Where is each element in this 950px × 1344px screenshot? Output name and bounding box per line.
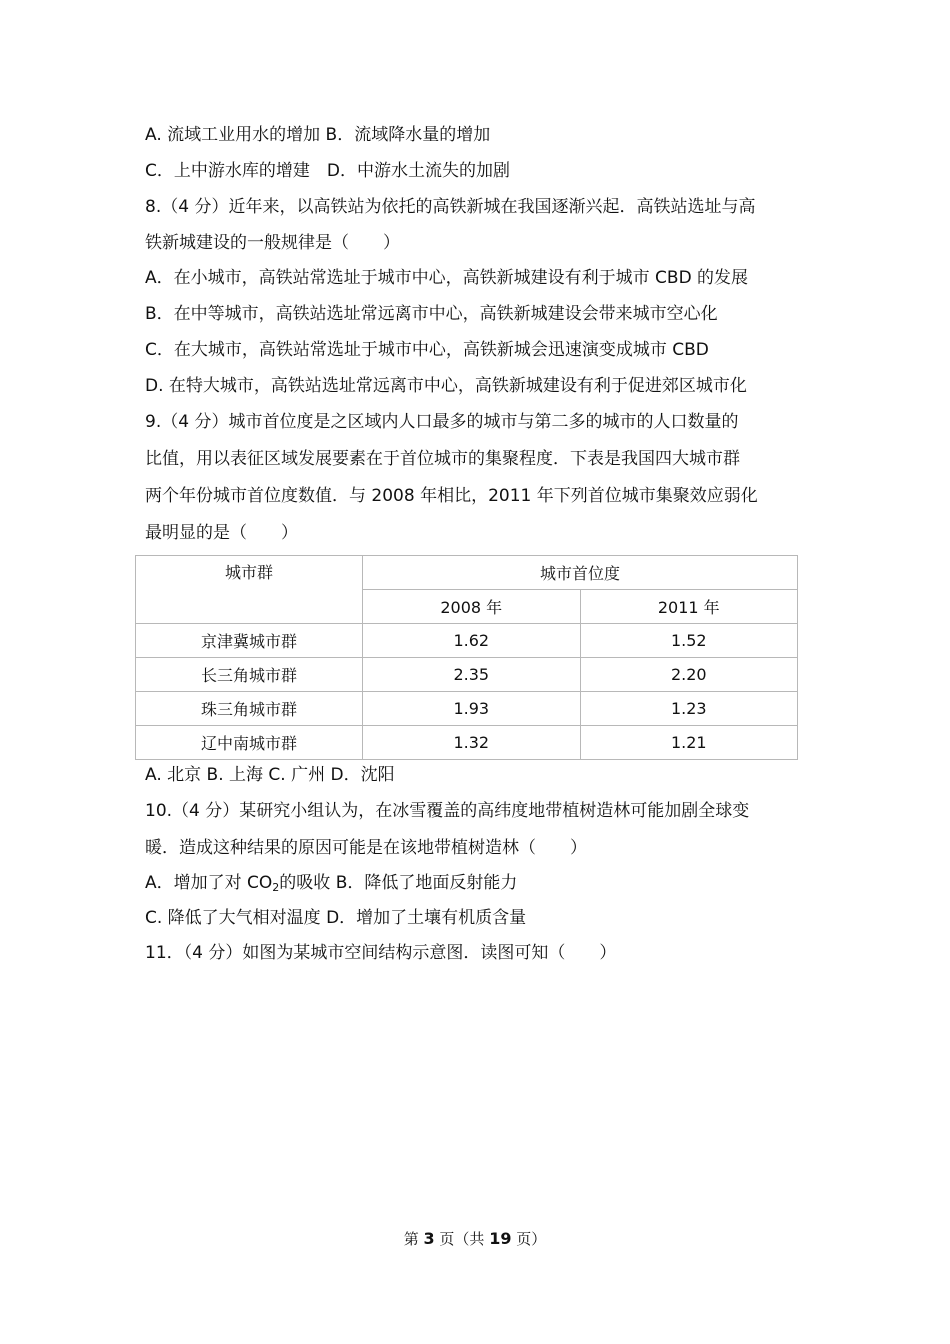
question-9-stem-3: 两个年份城市首位度数值．与 2008 年相比，2011 年下列首位城市集聚效应弱化 — [145, 486, 758, 506]
co2-subscript: 2 — [272, 881, 280, 894]
question-8-stem-1: 8.（4 分）近年来，以高铁站为依托的高铁新城在我国逐渐兴起．高铁站选址与高 — [145, 197, 756, 217]
option-b-text: 的吸收 B．降低了地面反射能力 — [279, 873, 518, 893]
question-10-option-a-b — [145, 871, 517, 900]
option-a-text: A．增加了对 CO — [145, 873, 273, 893]
page-footer — [0, 1228, 950, 1249]
table-row — [136, 624, 798, 658]
line-option-a-b-q7: A. 流域工业用水的增加 B．流域降水量的增加 — [145, 125, 491, 145]
footer-mid: 页（共 — [434, 1230, 490, 1248]
question-8-option-d: D. 在特大城市，高铁站选址常远离市中心，高铁新城建设有利于促进郊区城市化 — [145, 376, 747, 396]
footer-pre: 第 — [403, 1230, 424, 1248]
primacy-table — [135, 555, 798, 760]
question-11-stem: 11．（4 分）如图为某城市空间结构示意图．读图可知（ ） — [145, 943, 617, 963]
footer-page-number: 3 — [423, 1229, 435, 1248]
table-header-2008: 2008 年 — [363, 590, 581, 624]
table-cell-2008: 1.32 — [363, 726, 581, 760]
footer-post: 页） — [511, 1230, 547, 1248]
table-row — [136, 692, 798, 726]
table-cell-name: 辽中南城市群 — [136, 726, 363, 760]
question-9-stem-4: 最明显的是（ ） — [145, 523, 298, 543]
table-cell-2008: 1.93 — [363, 692, 581, 726]
table-cell-2011: 1.23 — [580, 692, 798, 726]
question-9-stem-2: 比值，用以表征区域发展要素在于首位城市的集聚程度．下表是我国四大城市群 — [145, 449, 740, 469]
table-cell-2011: 2.20 — [580, 658, 798, 692]
question-8-option-a: A．在小城市，高铁站常选址于城市中心，高铁新城建设有利于城市 CBD 的发展 — [145, 268, 749, 288]
table-cell-name: 京津冀城市群 — [136, 624, 363, 658]
table-cell-name: 珠三角城市群 — [136, 692, 363, 726]
question-10-stem-1: 10.（4 分）某研究小组认为，在冰雪覆盖的高纬度地带植树造林可能加剧全球变 — [145, 801, 750, 821]
footer-total-pages: 19 — [489, 1229, 512, 1248]
question-9-options: A. 北京 B. 上海 C. 广州 D．沈阳 — [145, 765, 395, 785]
question-10-stem-2: 暖．造成这种结果的原因可能是在该地带植树造林（ ） — [145, 838, 587, 858]
table-cell-2011: 1.52 — [580, 624, 798, 658]
table-header-primacy: 城市首位度 — [363, 556, 798, 590]
table-cell-2008: 1.62 — [363, 624, 581, 658]
table-header-city-group: 城市群 — [136, 556, 363, 624]
table-row — [136, 726, 798, 760]
table-cell-2008: 2.35 — [363, 658, 581, 692]
question-10-option-c-d: C. 降低了大气相对温度 D．增加了土壤有机质含量 — [145, 908, 527, 928]
table-cell-2011: 1.21 — [580, 726, 798, 760]
line-option-c-d-q7: C．上中游水库的增建 D．中游水土流失的加剧 — [145, 161, 510, 181]
question-8-option-c: C．在大城市，高铁站常选址于城市中心，高铁新城会迅速演变成城市 CBD — [145, 340, 709, 360]
question-8-option-b: B．在中等城市，高铁站选址常远离市中心，高铁新城建设会带来城市空心化 — [145, 304, 718, 324]
table-cell-name: 长三角城市群 — [136, 658, 363, 692]
question-8-stem-2: 铁新城建设的一般规律是（ ） — [145, 233, 400, 253]
table-row — [136, 658, 798, 692]
table-header-2011: 2011 年 — [580, 590, 798, 624]
question-9-stem-1: 9.（4 分）城市首位度是之区域内人口最多的城市与第二多的城市的人口数量的 — [145, 412, 739, 432]
